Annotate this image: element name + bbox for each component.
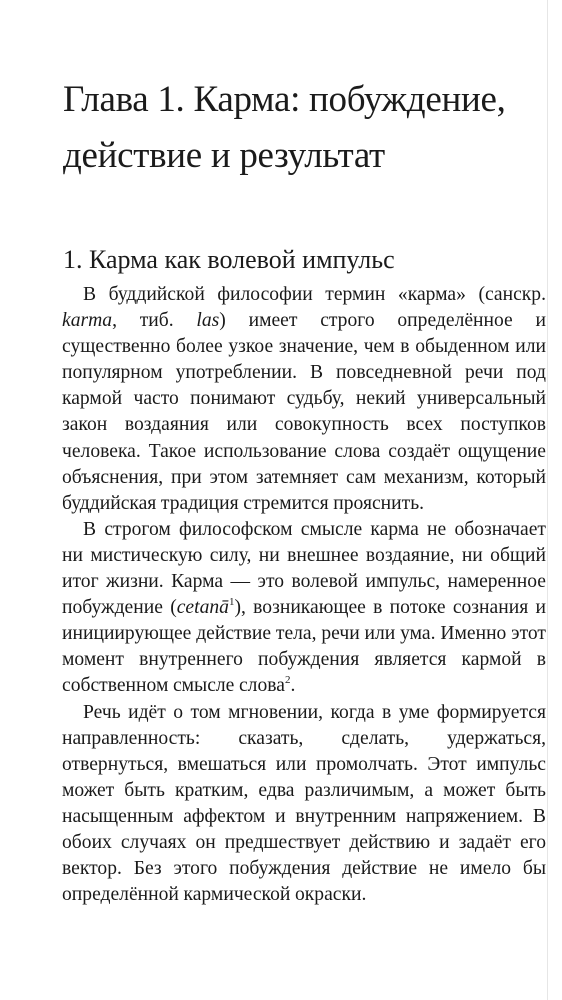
chapter-title-line-2: действие и результат — [63, 135, 385, 176]
footnote-ref-1[interactable]: 1 — [228, 596, 235, 609]
paragraph-1-text-c: ) имеет строго определённое и существенно более узкое значение, чем в обыденном или популярном употреблении. В повседневной речи под кармой часто понимают судьбу, некий универсальный закон воздаяния или совокупность всех поступков человека. Такое использование слова создаёт ощущение объяснения, при этом затемняет сам механизм, который буддийская традиция стремится прояснить. — [62, 310, 546, 514]
paragraph-1 — [62, 282, 546, 517]
footnote-ref-2[interactable]: 2 — [284, 674, 291, 687]
paragraph-2-text-b: ), возникающее в потоке сознания и инициирующее действие тела, речи или ума. Именно этот момент внутреннего побуждения является кармой в собственном смысле слова — [62, 597, 546, 697]
paragraph-3: Речь идёт о том мгновении, когда в уме формируется направленность: сказать, сделать, удержаться, отвернуться, вмешаться или промолчать. Этот импульс может быть кратким, едва различимым, а может быть насыщенным аффектом и внутренним напряжением. В обоих случаях он предшествует действию и задаёт его вектор. Без этого побуждения действие не имело бы определённой кармической окраски. — [62, 701, 546, 906]
paragraph-2-text-a: В строгом философском смысле карма не обозначает ни мистическую силу, ни внешнее воздаяние, ни общий итог жизни. Карма — это волевой импульс, намеренное побуждение ( — [62, 518, 546, 619]
chapter-title — [63, 72, 533, 184]
paragraph-1-text-b: , тиб. — [112, 310, 197, 332]
section-title: 1. Карма как волевой импульс — [63, 245, 395, 274]
chapter-title-line-1: Глава 1. Карма: побуждение, — [63, 79, 506, 120]
body-text — [62, 282, 546, 908]
term-cetana: cetanā — [176, 597, 229, 619]
term-karma: karma — [62, 310, 113, 332]
paragraph-1-text-a: В буддийской философии термин «карма» (санскр. — [83, 284, 546, 305]
paragraph-2 — [62, 517, 546, 700]
term-las: las — [196, 310, 220, 332]
paragraph-2-text-c: . — [290, 675, 296, 697]
page-edge-line — [547, 0, 548, 1000]
